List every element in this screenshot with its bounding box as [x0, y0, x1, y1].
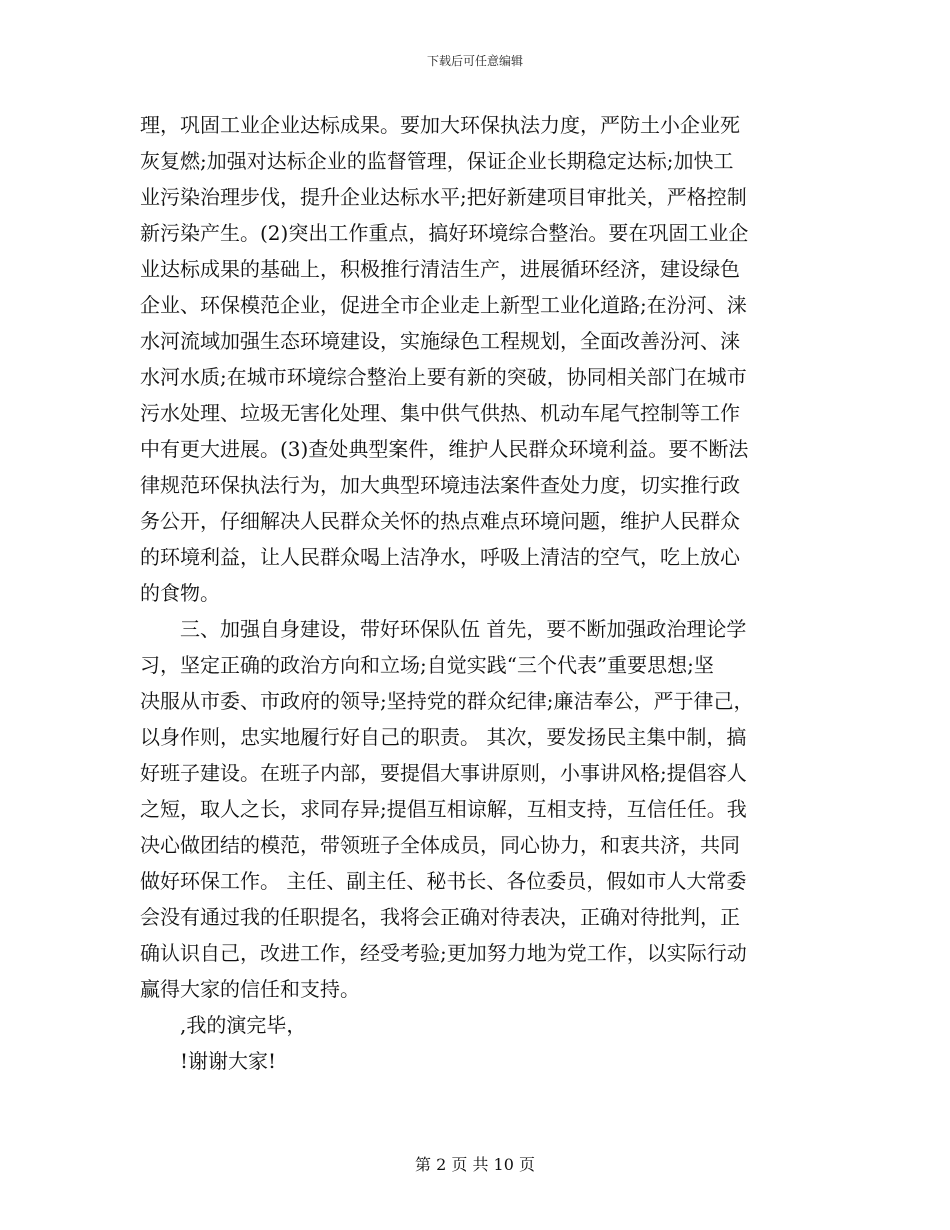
body-line: 确认识自己，改进工作，经受考验;更加努力地为党工作，以实际行动 — [140, 941, 747, 965]
body-line: 务公开，仔细解决人民群众关怀的热点难点环境问题，维护人民群众 — [140, 509, 740, 533]
body-line: 业达标成果的基础上，积极推行清洁生产，进展循环经济，建设绿色 — [140, 257, 740, 281]
body-line: 习，坚定正确的政治方向和立场;自觉实践“三个代表”重要思想;坚 — [140, 653, 714, 677]
document-body — [140, 107, 810, 1079]
body-line: 理，巩固工业企业达标成果。要加大环保执法力度，严防土小企业死 — [140, 113, 740, 137]
body-line: 决心做团结的模范，带领班子全体成员，同心协力，和衷共济，共同 — [140, 833, 740, 857]
section-heading-line: 三、加强自身建设，带好环保队伍 首先，要不断加强政治理论学 — [180, 617, 747, 641]
closing-line: ,我的演完毕， — [180, 1013, 307, 1037]
body-line: 中有更大进展。(3)查处典型案件，维护人民群众环境利益。要不断法 — [140, 437, 749, 461]
body-line: 之短，取人之长，求同存异;提倡互相谅解，互相支持，互信任任。我 — [140, 797, 747, 821]
body-line: 企业、环保模范企业，促进全市企业走上新型工业化道路;在汾河、涞 — [140, 293, 747, 317]
body-line: 业污染治理步伐，提升企业达标水平;把好新建项目审批关，严格控制 — [140, 185, 747, 209]
closing-line: !谢谢大家! — [180, 1049, 277, 1073]
body-line: 灰复燃;加强对达标企业的监督管理，保证企业长期稳定达标;加快工 — [140, 149, 734, 173]
body-line: 赢得大家的信任和支持。 — [140, 977, 360, 1001]
page-number-footer: 第 2 页 共 10 页 — [415, 1155, 535, 1174]
body-line: 律规范环保执法行为，加大典型环境违法案件查处力度，切实推行政 — [140, 473, 740, 497]
body-line: 污水处理、垃圾无害化处理、集中供气供热、机动车尾气控制等工作 — [140, 401, 740, 425]
body-line: 好班子建设。在班子内部，要提倡大事讲原则，小事讲风格;提倡容人 — [140, 761, 747, 785]
body-line: 水河流域加强生态环境建设，实施绿色工程规划，全面改善汾河、涞 — [140, 329, 740, 353]
body-line: 水河水质;在城市环境综合整治上要有新的突破，协同相关部门在城市 — [140, 365, 747, 389]
body-line: 新污染产生。(2)突出工作重点，搞好环境综合整治。要在巩固工业企 — [140, 221, 749, 245]
body-line: 以身作则，忠实地履行好自己的职责。 其次，要发扬民主集中制，搞 — [140, 725, 747, 749]
body-line: 决服从市委、市政府的领导;坚持党的群众纪律;廉洁奉公，严于律己， — [140, 689, 754, 713]
page-header: 下载后可任意编辑 — [426, 54, 523, 68]
body-line: 的环境利益，让人民群众喝上洁净水，呼吸上清洁的空气，吃上放心 — [140, 545, 740, 569]
body-line: 做好环保工作。 主任、副主任、秘书长、各位委员，假如市人大常委 — [140, 869, 747, 893]
body-line: 的食物。 — [140, 581, 220, 605]
body-line: 会没有通过我的任职提名，我将会正确对待表决，正确对待批判，正 — [140, 905, 740, 929]
